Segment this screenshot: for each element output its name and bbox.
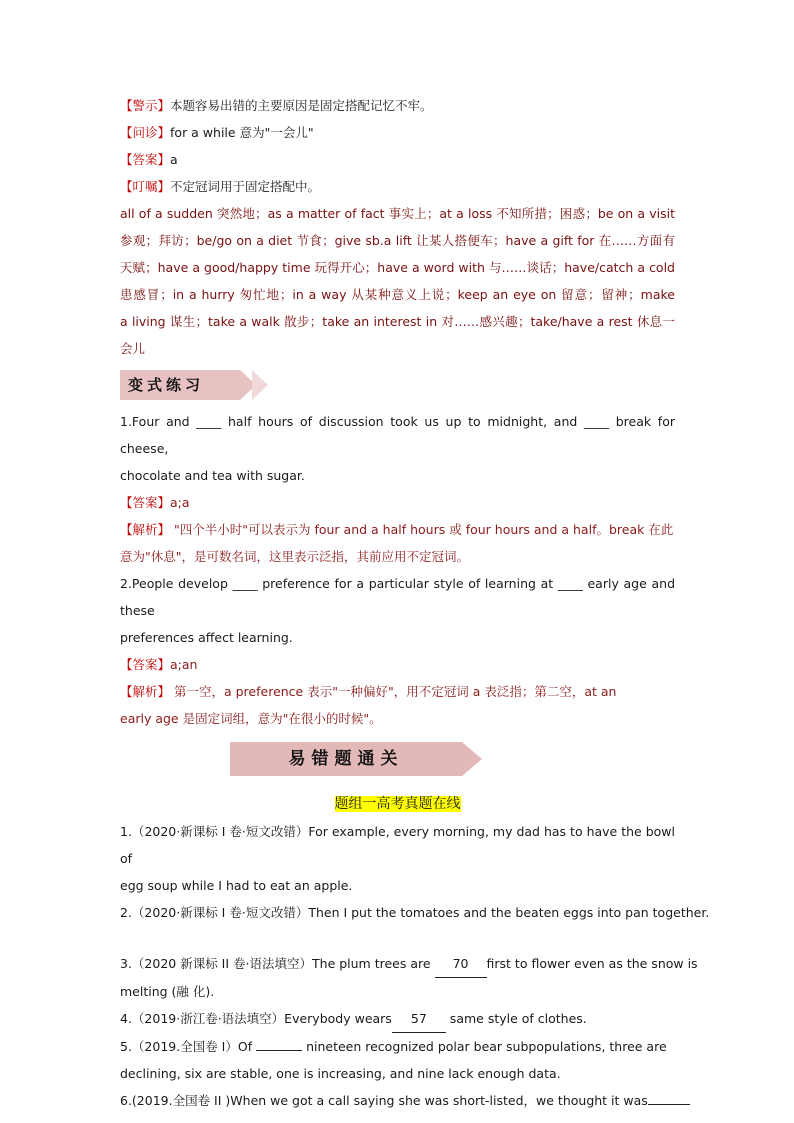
exercise-question: 2.People develop ____ preference for a particular style of learning at ____ early age and these	[120, 576, 675, 618]
exercise-answer	[120, 651, 675, 678]
question-6-text: 6.(2019.全国卷 II )When we got a call saying she was short-listed，we thought it was	[120, 1093, 648, 1108]
warning-tag: 【警示】	[120, 98, 171, 113]
answer-tag: 【答案】	[120, 495, 171, 510]
diagnosis-tag: 【问诊】	[120, 125, 171, 140]
answer-value: a;a	[170, 495, 190, 510]
section-banner-variant-practice	[120, 368, 675, 404]
question-1-cont: egg soup while I had to eat an apple.	[120, 878, 353, 893]
exercise-analysis	[120, 678, 675, 705]
warning-line	[120, 92, 675, 119]
question-3-cont: melting (融 化).	[120, 984, 215, 999]
note-answer-line	[120, 146, 675, 173]
diagnosis-line	[120, 119, 675, 146]
question-3-text-end: first to flower even as the snow is	[486, 956, 698, 971]
answer-blank	[256, 1050, 302, 1051]
answer-text: a	[170, 152, 178, 167]
question-1: 1.（2020·新课标 I 卷·短文改错）For example, every morning, my dad has to have the bowl of	[120, 824, 675, 866]
question-2: 2.（2020·新课标 I 卷·短文改错）Then I put the tomatoes and the beaten eggs into pan together.	[120, 905, 710, 920]
question-4-text-end: same style of clothes.	[445, 1011, 587, 1026]
question-5	[120, 1033, 675, 1060]
analysis-text: 第一空，a preference 表示"一种偏好"，用不定冠词 a 表泛指；第二空，at an	[170, 684, 617, 699]
phrase-line: 患感冒；in a hurry 匆忙地；in a way 从某种意义上说；keep an eye on 留意；留神；make	[120, 287, 675, 302]
analysis-text: "四个半小时"可以表示为 four and a half hours 或 four hours and a half。break 在此	[170, 522, 674, 537]
analysis-tag: 【解析】	[120, 684, 171, 699]
question-5-text-end: nineteen recognized polar bear subpopulations, three are	[302, 1039, 667, 1054]
exercise-answer	[120, 489, 675, 516]
answer-value: a;an	[170, 657, 198, 672]
warning-text: 本题容易出错的主要原因是固定搭配记忆不牢。	[170, 98, 433, 113]
arrow-icon	[462, 742, 482, 776]
question-5-text: 5.（2019.全国卷 I）Of	[120, 1039, 257, 1054]
answer-blank: 57	[392, 1005, 446, 1033]
chevron-right-icon	[252, 370, 268, 400]
question-6	[120, 1087, 675, 1114]
phrase-line: a living 谋生；take a walk 散步；take an interest in 对……感兴趣；take/have a rest 休息一	[120, 314, 675, 329]
reminder-line	[120, 173, 675, 200]
question-list	[120, 818, 710, 1114]
reminder-tag: 【叮嘱】	[120, 179, 171, 194]
question-3	[120, 950, 698, 978]
question-4-text: 4.（2019·浙江卷·语法填空）Everybody wears	[120, 1011, 392, 1026]
group-heading	[120, 790, 675, 818]
answer-tag: 【答案】	[120, 657, 171, 672]
exercise-item	[120, 570, 675, 732]
section-title: 变式练习	[120, 370, 240, 400]
phrase-line: 天赋；have a good/happy time 玩得开心；have a word with 与……谈话；have/catch a cold	[120, 260, 675, 275]
analysis-text-cont: early age 是固定词组，意为"在很小的时候"。	[120, 711, 382, 726]
analysis-text-cont: 意为"休息"，是可数名词，这里表示泛指，其前应用不定冠词。	[120, 549, 470, 564]
diagnosis-text: for a while 意为"一会儿"	[170, 125, 314, 140]
exercise-analysis	[120, 516, 675, 543]
question-5-cont: declining, six are stable, one is increasing, and nine lack enough data.	[120, 1066, 561, 1081]
document-page	[120, 92, 710, 1114]
exercise-question-cont: chocolate and tea with sugar.	[120, 468, 305, 483]
exercise-question-cont: preferences affect learning.	[120, 630, 293, 645]
phrase-line: 会儿	[120, 341, 146, 356]
section-banner-error-prone	[120, 738, 675, 782]
answer-tag: 【答案】	[120, 152, 171, 167]
phrase-line: 参观；拜访；be/go on a diet 节食；give sb.a lift 让某人搭便车；have a gift for 在……方面有	[120, 233, 675, 248]
question-3-text: 3.（2020 新课标 II 卷·语法填空）The plum trees are	[120, 956, 435, 971]
reminder-text: 不定冠词用于固定搭配中。	[170, 179, 321, 194]
analysis-tag: 【解析】	[120, 522, 171, 537]
phrase-list	[120, 200, 675, 362]
exercise-item	[120, 408, 675, 570]
answer-blank	[648, 1104, 690, 1105]
spacer	[120, 926, 675, 950]
phrase-line: all of a sudden 突然地；as a matter of fact 事实上；at a loss 不知所措；困惑；be on a visit	[120, 206, 675, 221]
group-title: 题组一高考真题在线	[334, 796, 461, 812]
section-title: 易错题通关	[230, 742, 462, 776]
question-4	[120, 1005, 675, 1033]
answer-blank: 70	[435, 950, 487, 978]
exercise-question: 1.Four and ____ half hours of discussion took us up to midnight, and ____ break for cheese,	[120, 414, 675, 456]
